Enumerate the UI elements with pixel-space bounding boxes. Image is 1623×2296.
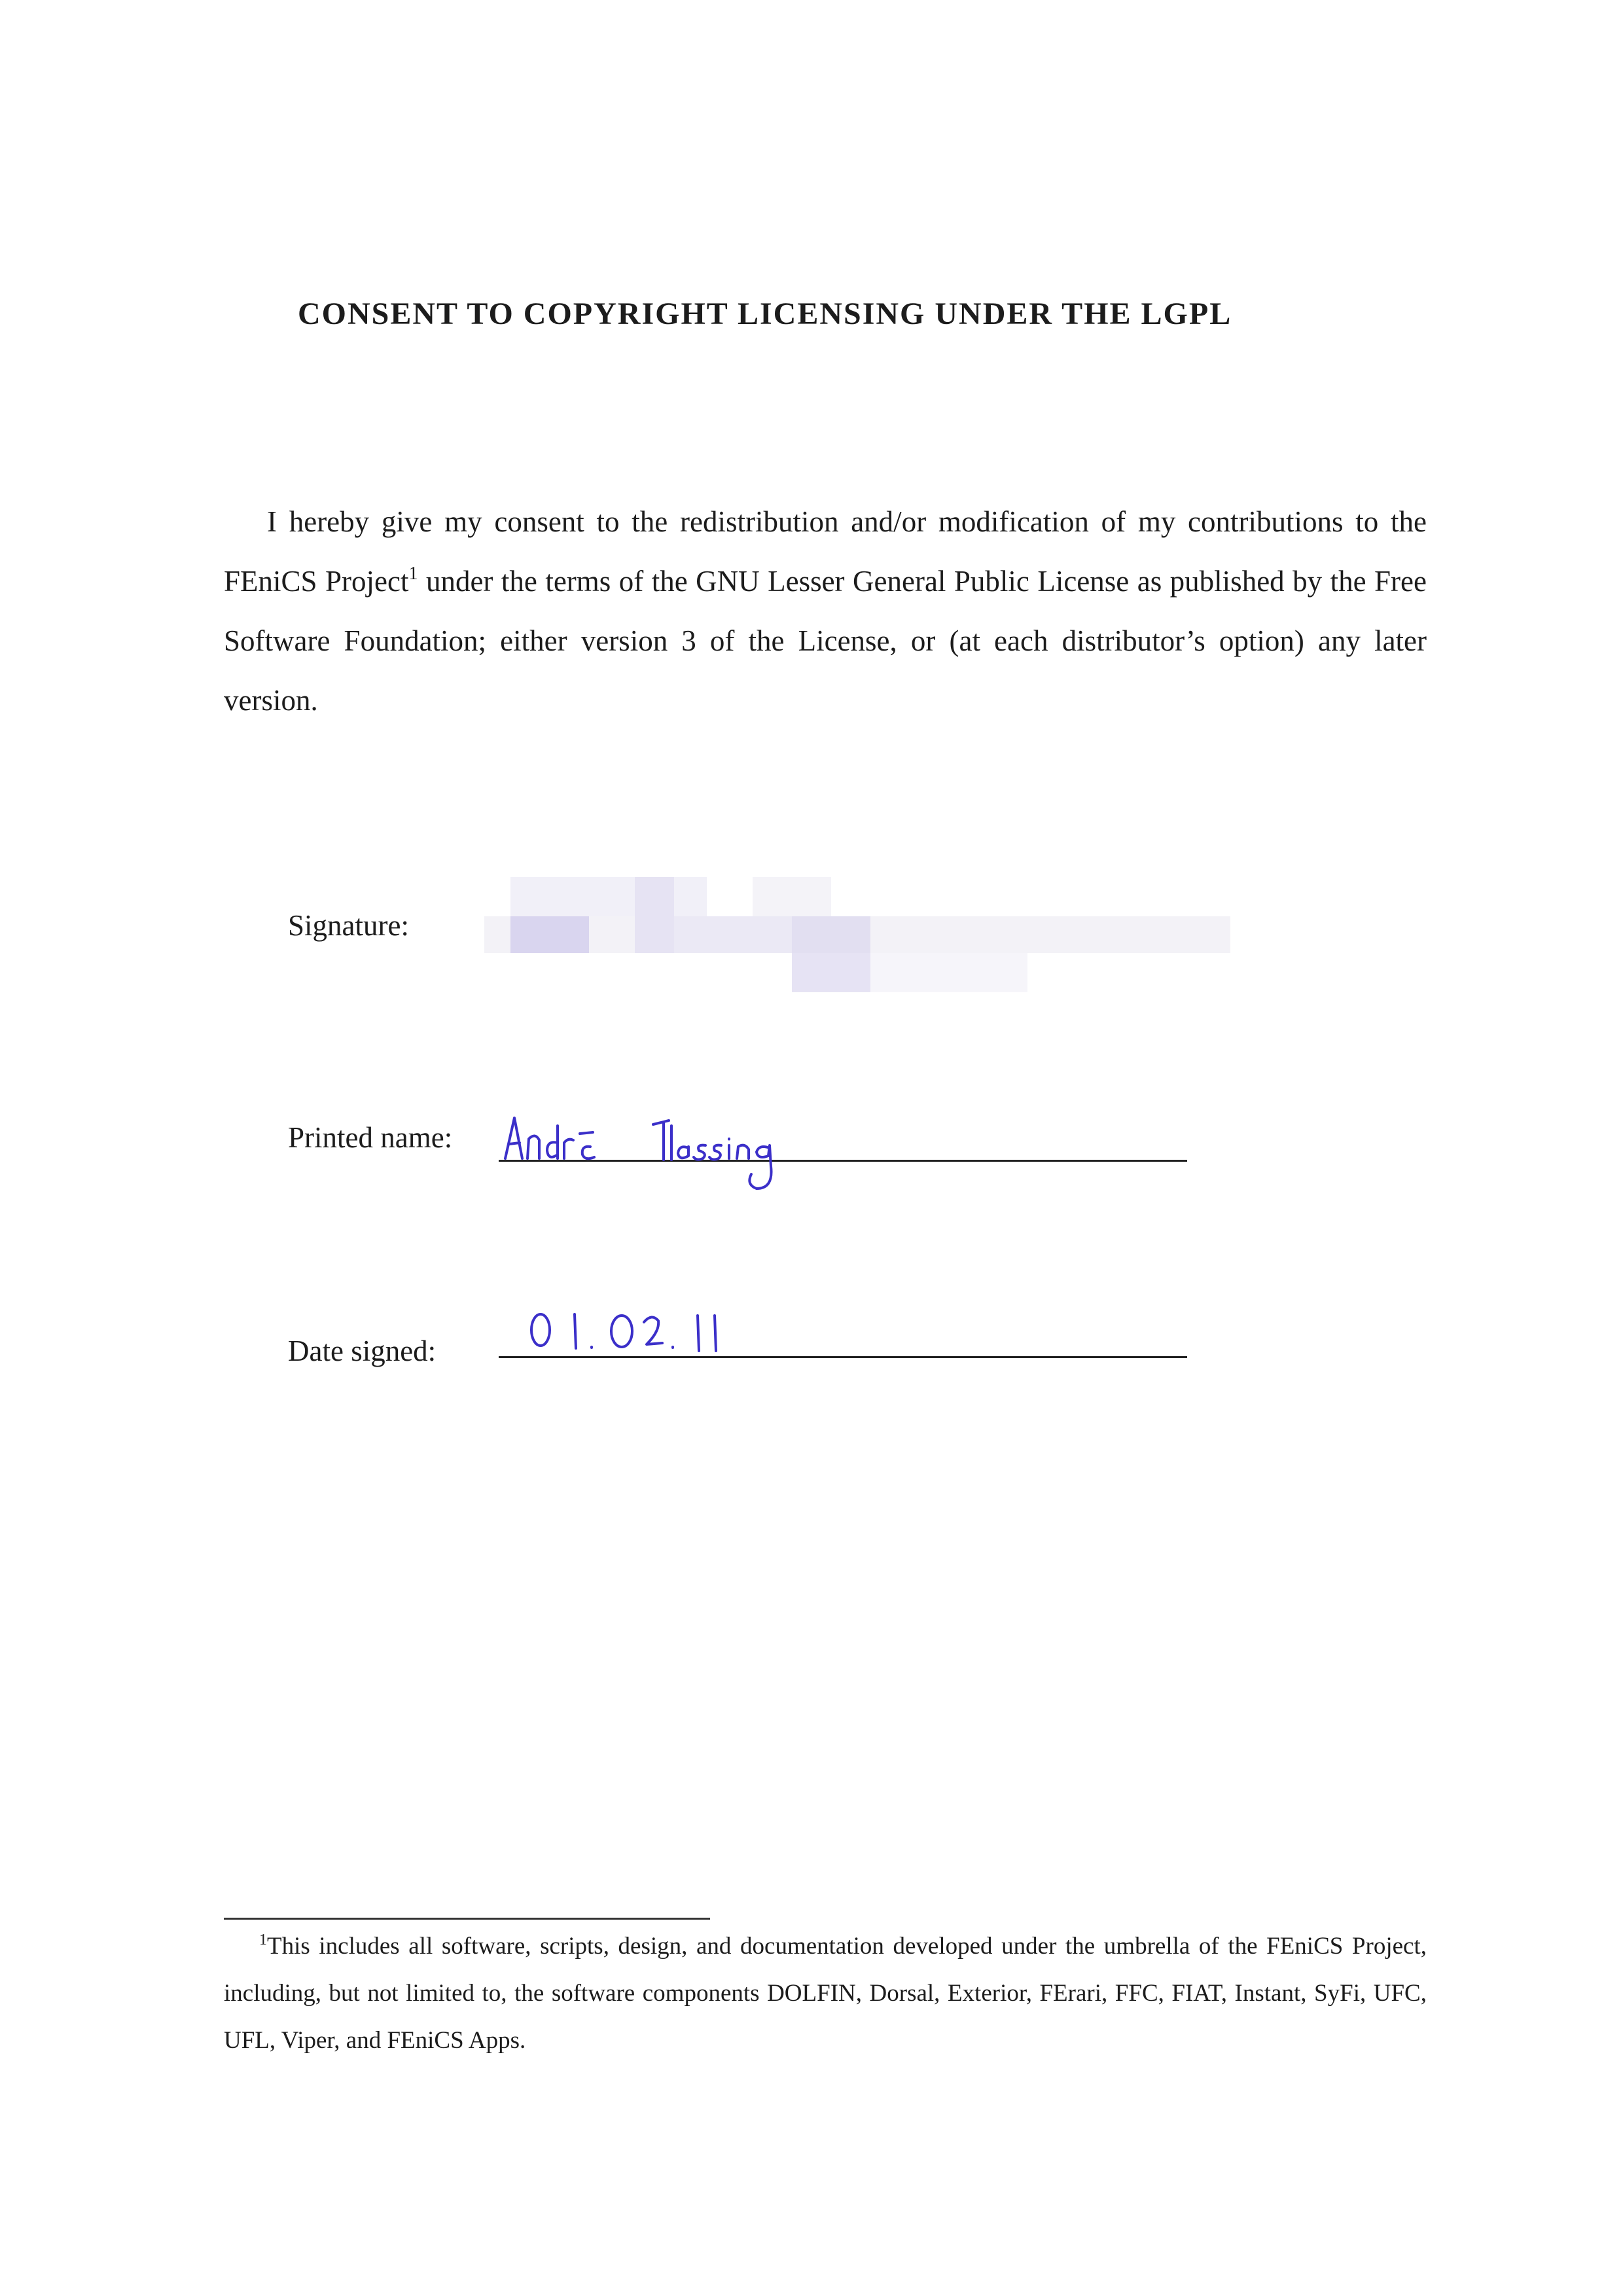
document-title: CONSENT TO COPYRIGHT LICENSING UNDER THE LGPL (298, 296, 1232, 331)
redaction-block (635, 877, 674, 953)
redaction-block (753, 877, 831, 916)
signature-label: Signature: (288, 909, 409, 942)
redaction-block (510, 877, 707, 916)
date-signed-label: Date signed: (288, 1335, 437, 1367)
footnote-rule (224, 1918, 710, 1920)
footnote-reference-mark: 1 (408, 564, 418, 584)
handwritten-date (524, 1302, 759, 1361)
footnote-text: This includes all software, scripts, design, and documentation developed under the umbrella of the FEniCS Project, including, but not limited to, the software components DOLFIN, Dorsal, Exterior, FErari, FFC, FIAT, Instant, SyFi, UFC, UFL, Viper, and FEniCS Apps. (224, 1933, 1427, 2054)
footnote (224, 1923, 1427, 2064)
consent-text-part-2: under the terms of the GNU Lesser General Public License as published by the Free Software Foundation; either version 3 of the License, or (at each distributor’s option) any later version. (224, 565, 1427, 717)
signature-redacted-area (484, 864, 1230, 1028)
handwritten-printed-name (492, 1106, 832, 1204)
redaction-block (792, 916, 870, 953)
printed-name-label: Printed name: (288, 1121, 453, 1154)
consent-paragraph (224, 492, 1427, 730)
redaction-block (510, 916, 589, 953)
redaction-block (792, 953, 870, 992)
redaction-block (870, 953, 1027, 992)
footnote-mark: 1 (259, 1931, 267, 1948)
redaction-block (674, 916, 792, 953)
consent-text-part-1: I hereby give my consent to the redistribution and/or modification of my contributions to the FEniCS Project (224, 505, 1427, 598)
